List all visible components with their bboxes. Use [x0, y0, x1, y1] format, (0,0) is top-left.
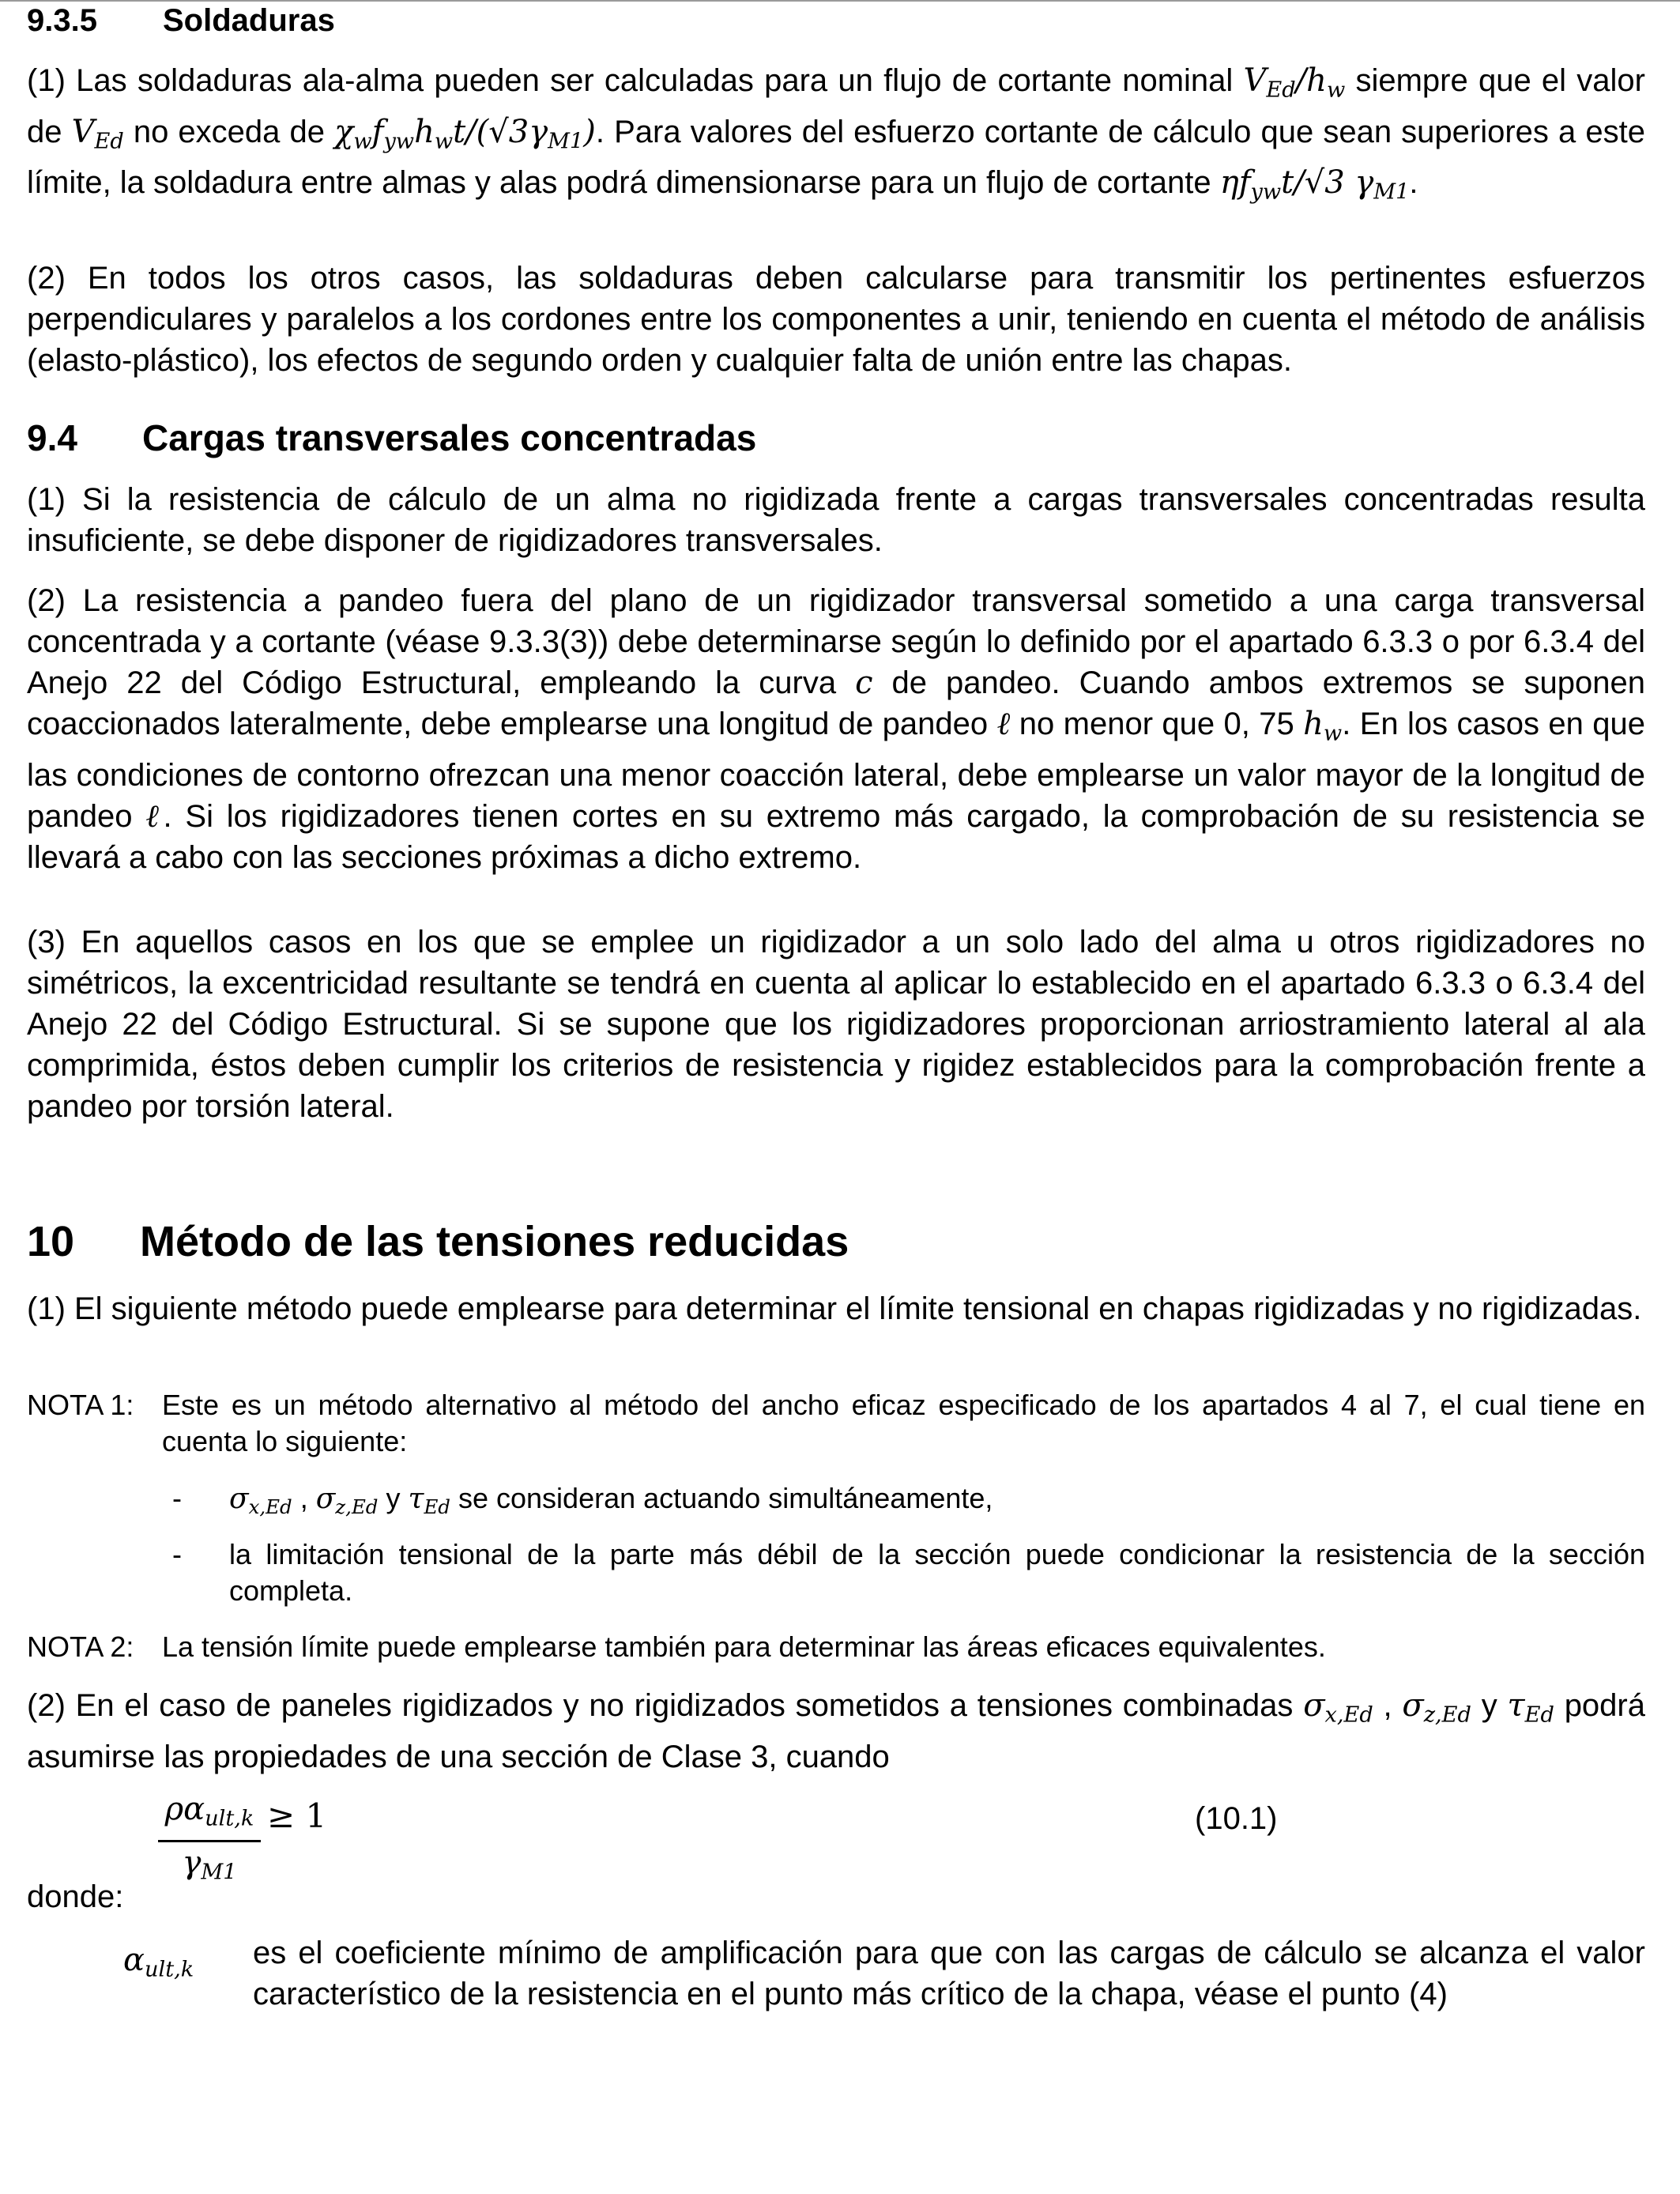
section-number: 9.3.5: [27, 3, 97, 38]
bullet-1: $\sigma_{x,Ed}$ , $\sigma_{z,Ed}$ y $\tau_{Ed}$ se consideran actuando simultáneamente,: [229, 1482, 993, 1518]
equation-number: (10.1): [1195, 1801, 1278, 1836]
formula-sigma-x: $\sigma_{x,Ed}$: [1303, 1687, 1373, 1728]
text-run: no exceda de: [133, 114, 325, 149]
heading-9-4: [27, 416, 1645, 460]
equation-10-1-inequality: ≥ 1: [267, 1796, 327, 1835]
text-run: podrá asumirse las propiedades de una sección de Clase 3, cuando: [27, 1688, 1645, 1774]
text-run: . En los casos en que las condiciones de contorno ofrezcan una menor coacción lateral, debe emplearse un valor mayor de la longitud de pandeo: [27, 707, 1645, 834]
section-title: Cargas transversales concentradas: [142, 417, 757, 458]
text-run: (2) En el caso de paneles rigidizados y no rigidizados sometidos a tensiones combinadas: [27, 1688, 1294, 1723]
nota-1-label: NOTA 1:: [27, 1389, 134, 1421]
bullet-dash: -: [172, 1482, 182, 1514]
heading-10: [27, 1216, 1645, 1267]
text-run: de pandeo. Cuando ambos extremos se suponen coaccionados lateralmente, debe emplearse una longitud de pandeo: [27, 665, 1645, 741]
paragraph-10-2: (2) En el caso de paneles rigidizados y no rigidizados sometidos a tensiones combinadas $\sigma_{x,Ed}$ , $\sigma_{z,Ed}$ y $\tau_{Ed}$ podrá asumirse las propiedades de una sección de Clase 3, cuando: [27, 1687, 1645, 1774]
text-run: siempre que el valor de: [27, 63, 1645, 149]
paragraph-9-4-1: (1) Si la resistencia de cálculo de un alma no rigidizada frente a cargas transversales concentradas resulta insuficiente, se debe disponer de rigidizadores transversales.: [27, 482, 1645, 558]
text-run: . Si los rigidizadores tienen cortes en su extremo más cargado, la comprobación de su resistencia se llevará a cabo con las secciones próximas a dicho extremo.: [27, 798, 1645, 875]
fraction-denominator: $\gamma_{M1}$: [182, 1844, 237, 1885]
text-run: y: [1481, 1688, 1497, 1723]
section-title: Método de las tensiones reducidas: [140, 1218, 849, 1265]
formula-sigma-x: $\sigma_{x,Ed}$: [229, 1483, 292, 1518]
symbol-c: c: [855, 665, 873, 701]
donde-label: donde:: [27, 1879, 124, 1914]
formula-hw: $h_w$: [1303, 706, 1343, 746]
symbol-ell: ℓ: [996, 706, 1011, 742]
formula-sigma-z: $\sigma_{z,Ed}$: [1402, 1687, 1471, 1728]
text-run: y: [386, 1482, 401, 1514]
paragraph-9-4-2: [27, 580, 1645, 878]
formula-tau: $\tau_{Ed}$: [1507, 1687, 1554, 1728]
nota-2-label: NOTA 2:: [27, 1630, 134, 1663]
symbol-alpha-ult-k: $\alpha_{ult,k}$: [123, 1942, 194, 1982]
symbol-ell: ℓ: [145, 797, 164, 835]
formula-shear-flow: $\eta f_{yw}t/√3$ $\gamma_{M1}$: [1219, 164, 1410, 205]
section-title: Soldaduras: [163, 3, 335, 38]
fraction-numerator: $\rho\alpha_{ult,k}$: [164, 1791, 254, 1831]
text-run: se consideran actuando simultáneamente,: [458, 1482, 993, 1514]
nota-2-text: La tensión límite puede emplearse también para determinar las áreas eficaces equivalentes.: [162, 1630, 1326, 1663]
text-run: . Para valores del esfuerzo cortante de cálculo que sean superiores a este límite, la soldadura entre almas y alas podrá dimensionarse para un flujo de cortante: [27, 114, 1645, 201]
section-number: 10: [27, 1218, 75, 1265]
text-run: (1) Las soldaduras ala-alma pueden ser calculadas para un flujo de cortante nominal: [27, 63, 1234, 98]
text-run: no menor que 0, 75: [1019, 707, 1294, 741]
nota-1-text: Este es un método alternativo al método del ancho eficaz especificado de los apartados 4 al 7, el cual tiene en cuenta lo siguiente:: [162, 1389, 1645, 1457]
paragraph-9-3-5-1: (1) Las soldaduras ala-alma pueden ser calculadas para un flujo de cortante nominal $V_{Ed}/h_w$ siempre que el valor de $V_{Ed}$ no exceda de $\chi_wf_{yw}h_wt/(√3\gamma_{M1})$. Para valores del esfuerzo cortante de cálculo que sean superiores a este límite, la soldadura entre almas y alas podrá dimensionarse para un flujo de cortante $\eta f_{yw}t/√3$ $\gamma_{M1}$.: [27, 62, 1645, 205]
paragraph-9-4-3: (3) En aquellos casos en los que se emplee un rigidizador a un solo lado del alma u otros rigidizadores no simétricos, la excentricidad resultante se tendrá en cuenta al aplicar lo establecido en el apartado 6.3.3 o 6.3.4 del Anejo 22 del Código Estructural. Si se supone que los rigidizadores proporcionan arriostramiento lateral al ala comprimida, éstos deben cumplir los criterios de resistencia y rigidez establecidos para la comprobación frente a pandeo por torsión lateral.: [27, 925, 1645, 1124]
definition-alpha-ult-k: es el coeficiente mínimo de amplificación para que con las cargas de cálculo se alcanza el valor característico de la resistencia en el punto más crítico de la chapa, véase el punto (4): [253, 1936, 1645, 2011]
paragraph-10-1: (1) El siguiente método puede emplearse para determinar el límite tensional en chapas rigidizadas y no rigidizadas.: [27, 1291, 1642, 1326]
section-number: 9.4: [27, 417, 77, 458]
bullet-2: la limitación tensional de la parte más débil de la sección puede condicionar la resistencia de la sección completa.: [229, 1538, 1645, 1607]
paragraph-9-3-5-2: (2) En todos los otros casos, las soldaduras deben calcularse para transmitir los pertinentes esfuerzos perpendiculares y paralelos a los cordones entre los componentes a unir, teniendo en cuenta el método de análisis (elasto-plástico), los efectos de segundo orden y cualquier falta de unión entre las chapas.: [27, 261, 1645, 378]
equation-10-1-fraction: [158, 1790, 261, 1891]
formula-limit: $\chi_wf_{yw}h_wt/(√3\gamma_{M1})$: [334, 113, 596, 154]
formula-ved: $V_{Ed}$: [71, 113, 124, 154]
formula-tau: $\tau_{Ed}$: [408, 1483, 450, 1518]
formula-ved-hw: $V_{Ed}/h_w$: [1243, 62, 1346, 103]
heading-9-3-5: [27, 0, 1645, 41]
formula-sigma-z: $\sigma_{z,Ed}$: [315, 1483, 379, 1518]
bullet-dash: -: [172, 1538, 182, 1570]
text-run: (2) La resistencia a pandeo fuera del plano de un rigidizador transversal sometido a una carga transversal concentrada y a cortante (véase 9.3.3(3)) debe determinarse según lo definido por el apartado 6.3.3 o por 6.3.4 del Anejo 22 del Código Estructural, empleando la curva: [27, 583, 1645, 700]
fraction-bar: [158, 1840, 261, 1842]
